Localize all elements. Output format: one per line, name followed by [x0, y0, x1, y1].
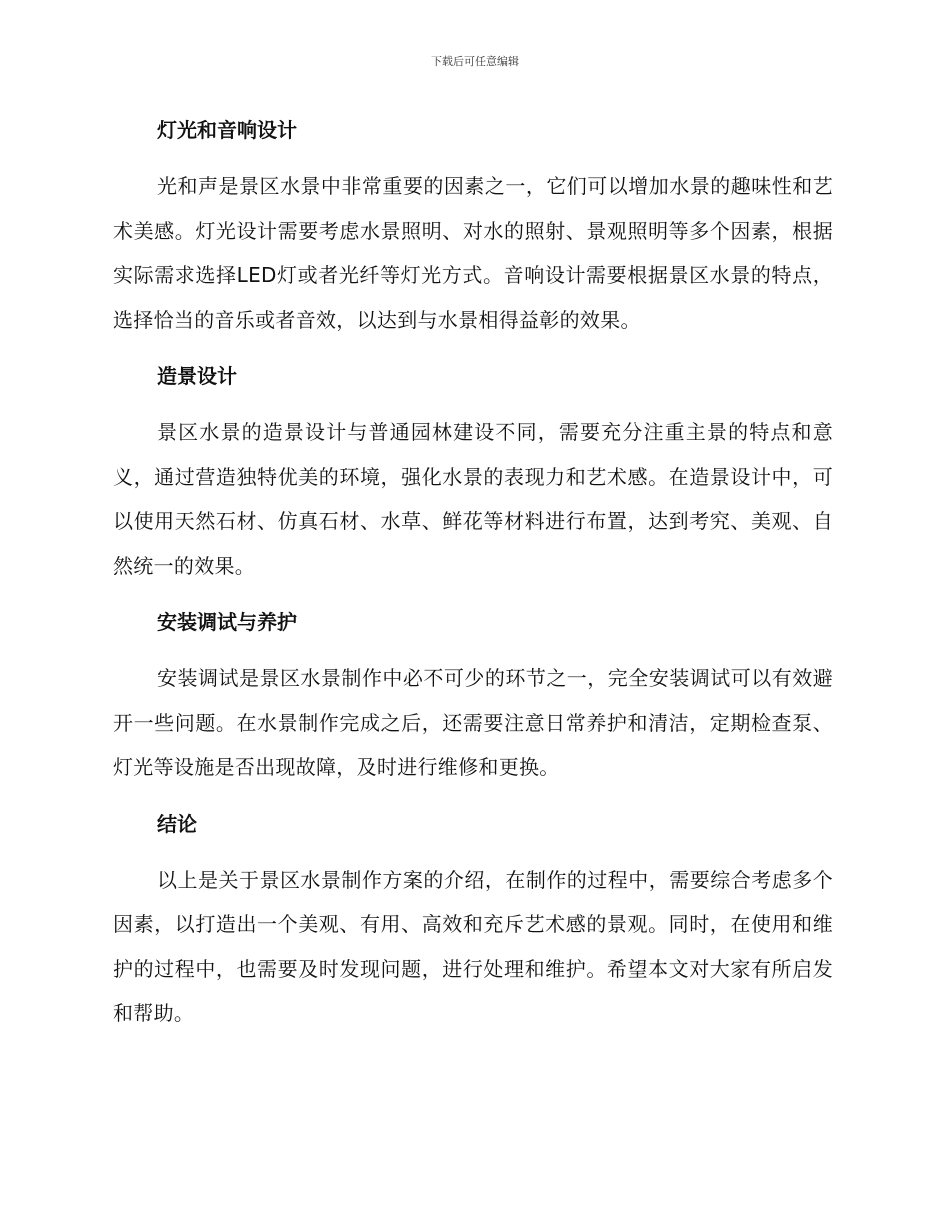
section-paragraph: 以上是关于景区水景制作方案的介绍，在制作的过程中，需要综合考虑多个因素，以打造出一个美观、有用、高效和充斥艺术感的景观。同时，在使用和维护的过程中，也需要及时发现问题，进行处理和维护。希望本文对大家有所启发和帮助。 [113, 867, 833, 1025]
page-header: 下载后可任意编辑 [431, 55, 519, 68]
section-conclusion [113, 802, 833, 1036]
section-lighting-sound [113, 108, 833, 342]
section-landscaping [113, 354, 833, 588]
document-body [113, 108, 833, 1048]
section-heading: 结论 [157, 811, 197, 836]
section-paragraph: 安装调试是景区水景制作中必不可少的环节之一，完全安装调试可以有效避开一些问题。在水景制作完成之后，还需要注意日常养护和清洁，定期检查泵、灯光等设施是否出现故障，及时进行维修和更换。 [113, 666, 833, 779]
section-paragraph: 景区水景的造景设计与普通园林建设不同，需要充分注重主景的特点和意义，通过营造独特优美的环境，强化水景的表现力和艺术感。在造景设计中，可以使用天然石材、仿真石材、水草、鲜花等材料进行布置，达到考究、美观、自然统一的效果。 [113, 420, 833, 578]
section-heading: 灯光和音响设计 [157, 118, 297, 142]
section-heading: 造景设计 [157, 364, 237, 388]
section-installation-maintenance [113, 600, 833, 790]
section-heading: 安装调试与养护 [157, 610, 297, 634]
section-paragraph: 光和声是景区水景中非常重要的因素之一，它们可以增加水景的趣味性和艺术美感。灯光设计需要考虑水景照明、对水的照射、景观照明等多个因素，根据实际需求选择LED灯或者光纤等灯光方式。音响设计需要根据景区水景的特点，选择恰当的音乐或者音效，以达到与水景相得益彰的效果。 [113, 174, 833, 332]
